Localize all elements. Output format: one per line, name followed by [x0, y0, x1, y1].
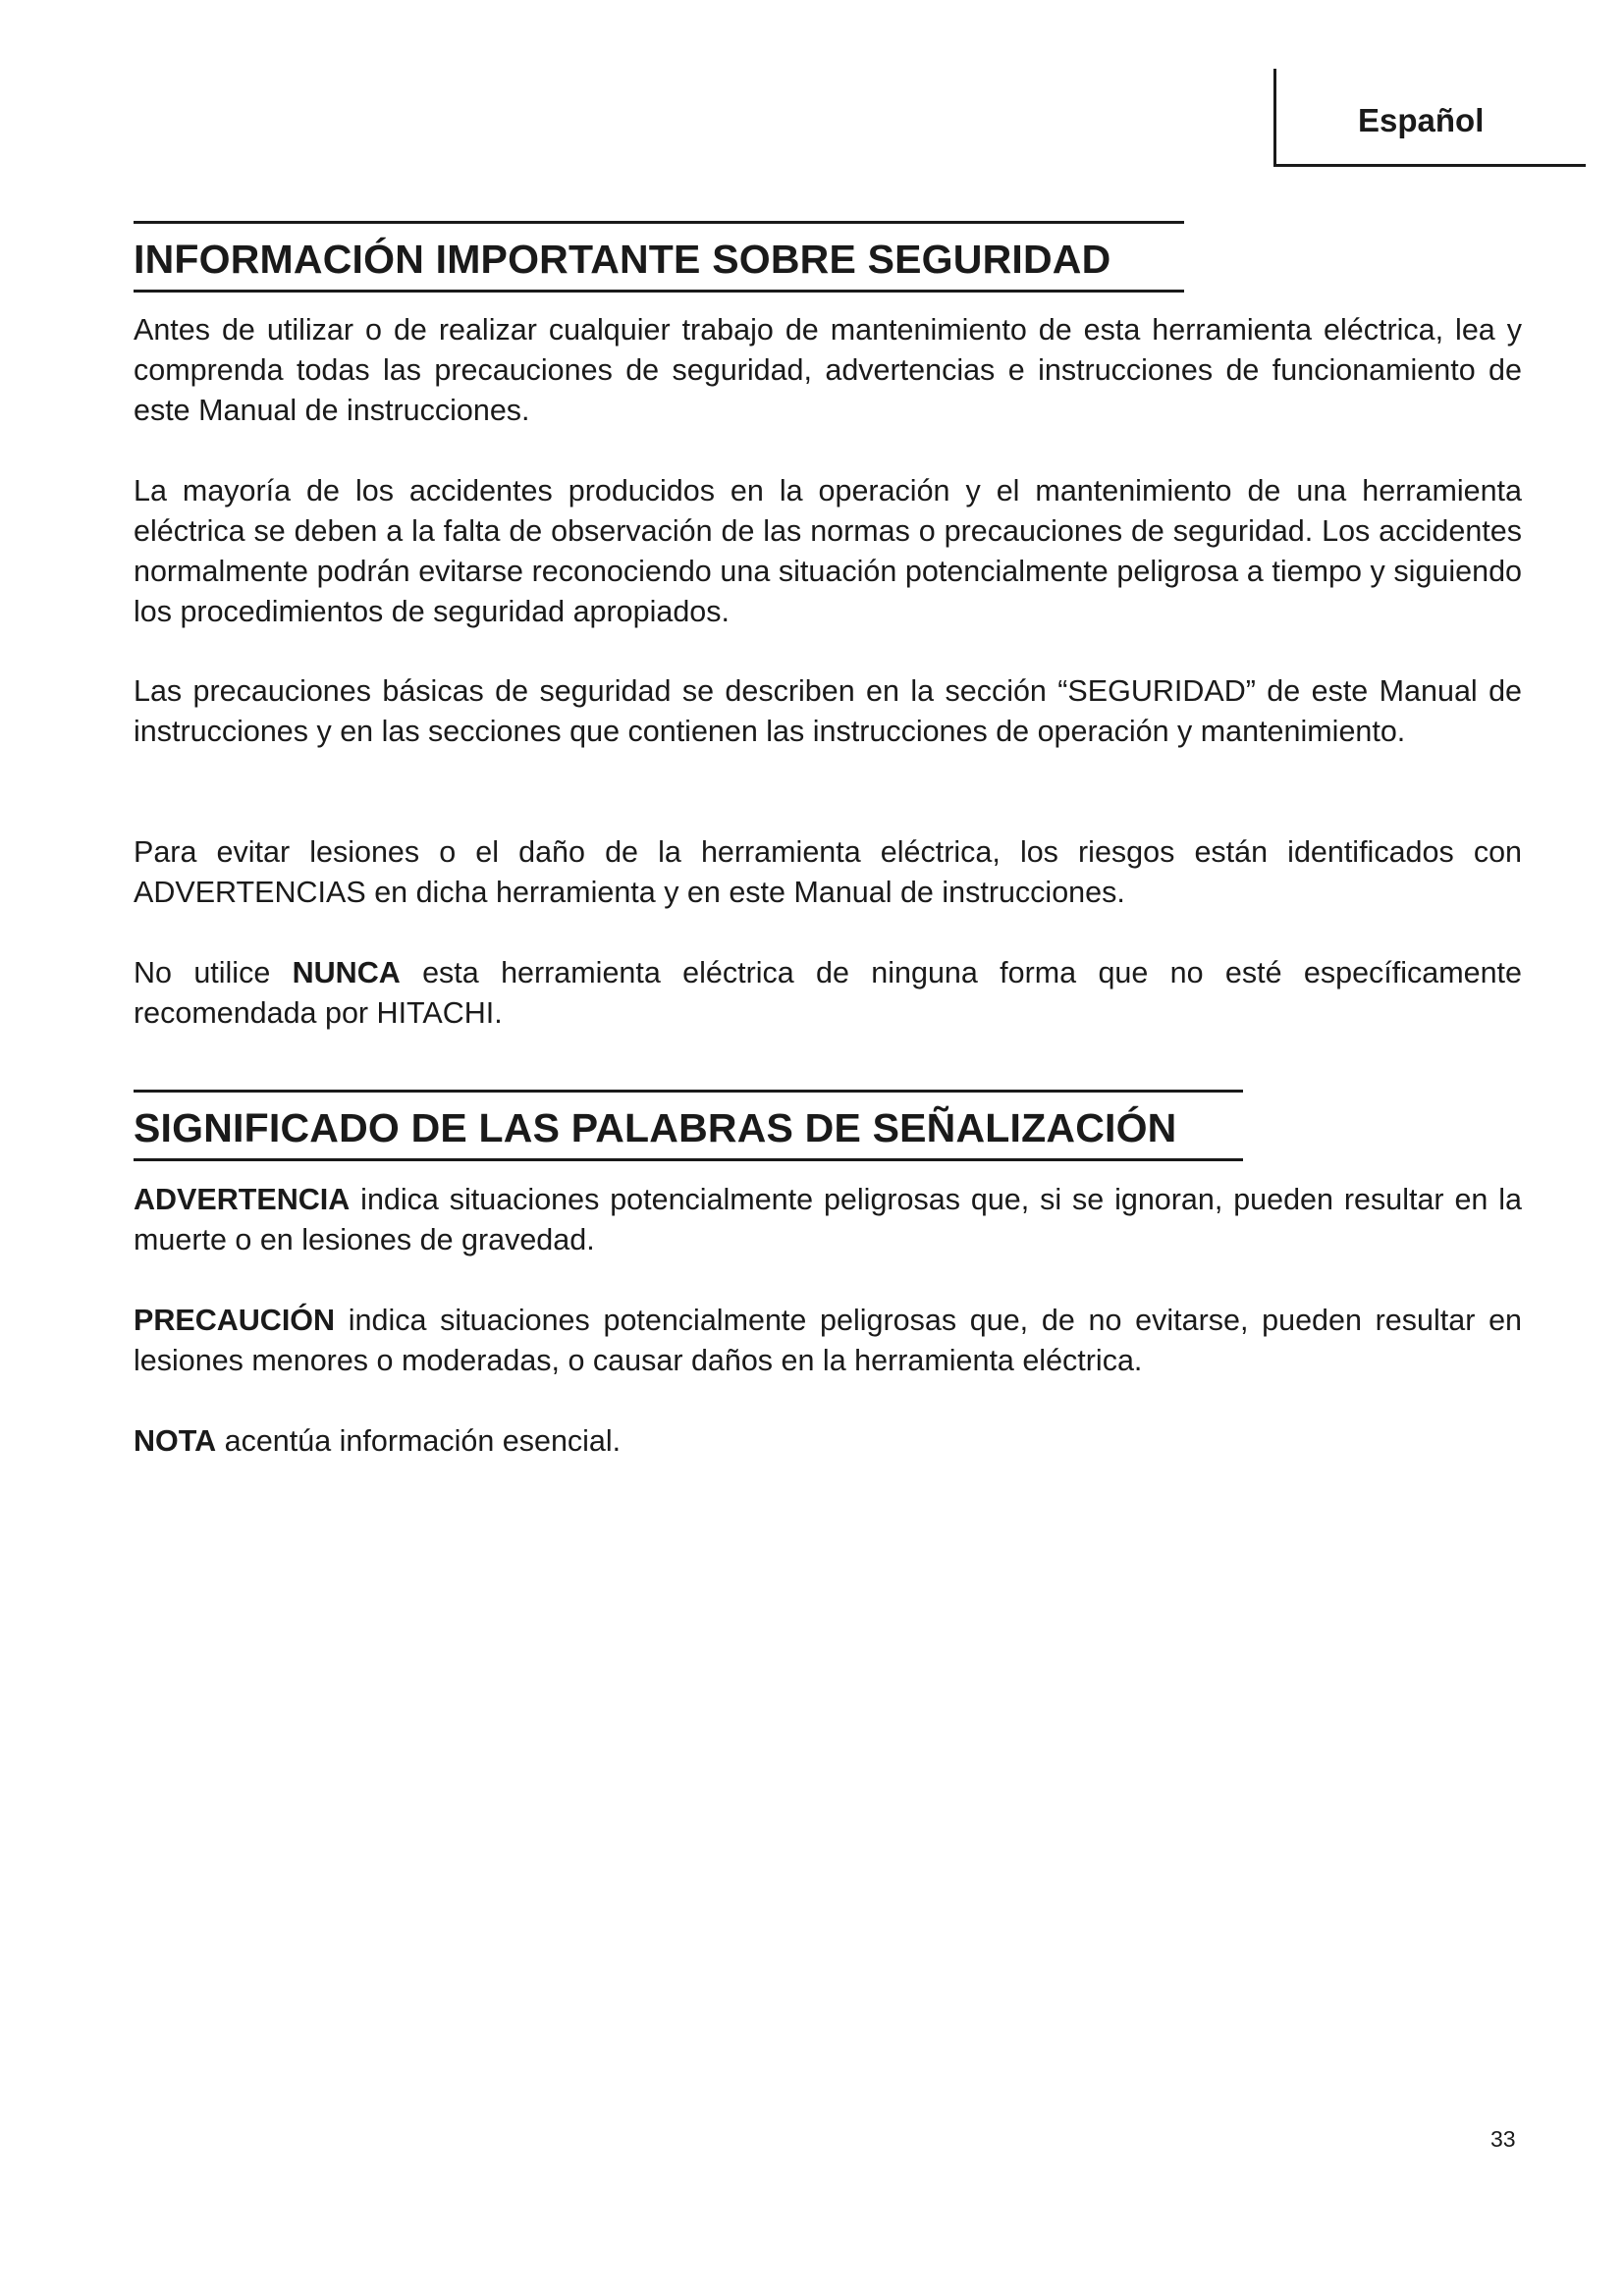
caution-term: PRECAUCIÓN [134, 1304, 336, 1337]
page-number: 33 [1490, 2126, 1516, 2152]
note-text: acentúa información esencial. [216, 1424, 622, 1458]
safety-paragraph-4: Para evitar lesiones o el daño de la herramienta eléctrica, los riesgos están identificados con ADVERTENCIAS en dicha herramienta y en este Manual de instrucciones. [134, 835, 1522, 909]
safety-info-heading: INFORMACIÓN IMPORTANTE SOBRE SEGURIDAD [134, 221, 1184, 293]
safety-paragraph-2: La mayoría de los accidentes producidos en la operación y el mantenimiento de una herramienta eléctrica se deben a la falta de observación de las normas o precauciones de seguridad. Los accidentes normalmente podrán evitarse reconociendo una situación potencialmente peligrosa a tiempo y siguiendo los procedimientos de seguridad apropiados. [134, 474, 1522, 628]
never-keyword: NUNCA [292, 956, 401, 989]
never-use-paragraph [134, 953, 1522, 1034]
signal-words-heading: SIGNIFICADO DE LAS PALABRAS DE SEÑALIZACIÓN [134, 1090, 1243, 1161]
safety-paragraph-1: Antes de utilizar o de realizar cualquier trabajo de mantenimiento de esta herramienta eléctrica, lea y comprenda todas las precauciones de seguridad, advertencias e instrucciones de funcionamiento de este Manual de instrucciones. [134, 313, 1522, 427]
warning-term: ADVERTENCIA [134, 1183, 351, 1216]
never-use-prefix: No utilice [134, 956, 293, 989]
definition-warning [134, 1180, 1522, 1260]
caution-text: indica situaciones potencialmente peligrosas que, de no evitarse, pueden resultar en lesiones menores o moderadas, o causar daños en la herramienta eléctrica. [134, 1304, 1522, 1377]
language-label: Español [1358, 102, 1485, 138]
definition-note [134, 1421, 1522, 1462]
definition-caution [134, 1301, 1522, 1381]
safety-paragraph-3: Las precauciones básicas de seguridad se describen en la sección “SEGURIDAD” de este Manual de instrucciones y en las secciones que contienen las instrucciones de operación y mantenimiento. [134, 674, 1522, 748]
note-term: NOTA [134, 1424, 217, 1458]
warning-text: indica situaciones potencialmente peligrosas que, si se ignoran, pueden resultar en la muerte o en lesiones de gravedad. [134, 1183, 1522, 1256]
never-use-text: esta herramienta eléctrica de ninguna forma que no esté específicamente recomendada por HITACHI. [134, 956, 1522, 1030]
